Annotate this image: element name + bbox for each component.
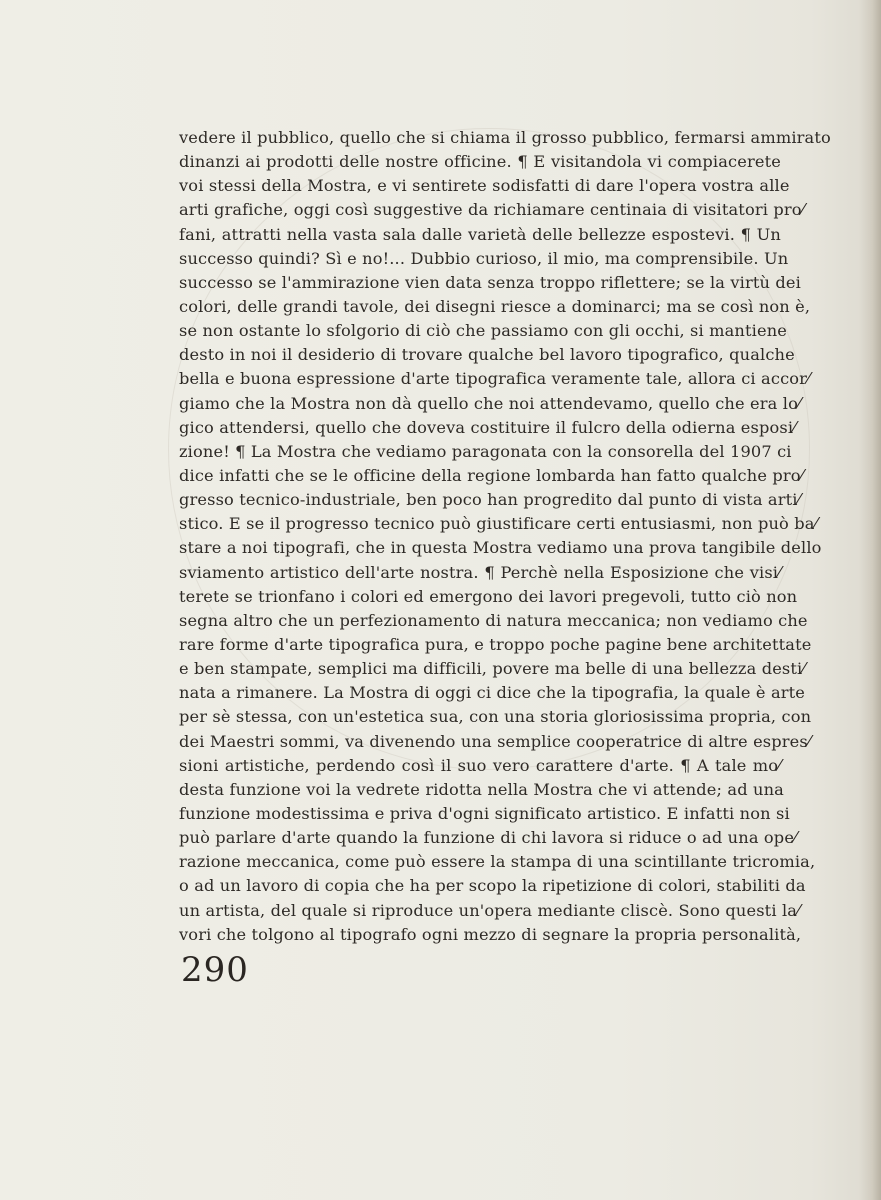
text-line: gresso tecnico-industriale, ben poco han progredito dal punto di vista arti⁄ — [179, 490, 801, 510]
text-line: dei Maestri sommi, va divenendo una semplice cooperatrice di altre espres⁄ — [179, 731, 811, 751]
text-line: dinanzi ai prodotti delle nostre officine. ¶ E visitandola vi compiacerete — [179, 152, 781, 172]
text-line: voi stessi della Mostra, e vi sentirete sodisfatti di dare l'opera vostra alle — [179, 176, 790, 196]
text-line: colori, delle grandi tavole, dei disegni riesce a dominarci; ma se così non è, — [179, 296, 811, 316]
text-line: sioni artistiche, perdendo così il suo vero carattere d'arte. ¶ A tale mo⁄ — [179, 755, 781, 775]
text-line: per sè stessa, con un'estetica sua, con una storia gloriosissima propria, con — [179, 707, 812, 727]
text-line: fani, attratti nella vasta sala dalle varietà delle bellezze espostevi. ¶ Un — [179, 224, 781, 244]
text-line: gico attendersi, quello che doveva costituire il fulcro della odierna esposi⁄ — [179, 417, 797, 437]
text-line: sviamento artistico dell'arte nostra. ¶ Perchè nella Esposizione che visi⁄ — [179, 562, 781, 582]
text-line: dice infatti che se le officine della regione lombarda han fatto qualche pro⁄ — [179, 465, 804, 485]
text-line: giamo che la Mostra non dà quello che noi attendevamo, quello che era lo⁄ — [179, 393, 801, 413]
text-line: desto in noi il desiderio di trovare qualche bel lavoro tipografico, qualche — [179, 345, 795, 365]
text-line: stare a noi tipografi, che in questa Mostra vediamo una prova tangibile dello — [179, 538, 822, 558]
text-line: stico. E se il progresso tecnico può giustificare certi entusiasmi, non può ba⁄ — [179, 514, 818, 534]
text-line: desta funzione voi la vedrete ridotta nella Mostra che vi attende; ad una — [179, 779, 784, 799]
text-line: e ben stampate, semplici ma difficili, povere ma belle di una bellezza desti⁄ — [179, 659, 806, 679]
text-line: funzione modestissima e priva d'ogni significato artistico. E infatti non si — [179, 803, 790, 823]
text-line: rare forme d'arte tipografica pura, e troppo poche pagine bene architettate — [179, 634, 812, 654]
text-line: segna altro che un perfezionamento di natura meccanica; non vediamo che — [179, 610, 808, 630]
text-line: successo se l'ammirazione vien data senza troppo riflettere; se la virtù dei — [179, 272, 801, 292]
text-line: zione! ¶ La Mostra che vediamo paragonata con la consorella del 1907 ci — [179, 441, 792, 461]
text-line: vori che tolgono al tipografo ogni mezzo di segnare la propria personalità, — [179, 924, 802, 944]
page-edge-shadow — [859, 0, 881, 1200]
text-line: successo quindi? Sì e no!... Dubbio curioso, il mio, ma comprensibile. Un — [179, 248, 789, 268]
body-text — [179, 126, 831, 947]
text-line: razione meccanica, come può essere la stampa di una scintillante tricromia, — [179, 852, 816, 872]
text-line: arti grafiche, oggi così suggestive da richiamare centinaia di visitatori pro⁄ — [179, 200, 805, 220]
text-line: un artista, del quale si riproduce un'opera mediante cliscè. Sono questi la⁄ — [179, 900, 800, 920]
text-line: vedere il pubblico, quello che si chiama il grosso pubblico, fermarsi ammirato — [179, 128, 831, 147]
page-number: 290 — [181, 950, 249, 990]
text-line: bella e buona espressione d'arte tipografica veramente tale, allora ci accor⁄ — [179, 369, 810, 389]
text-line: o ad un lavoro di copia che ha per scopo la ripetizione di colori, stabiliti da — [179, 876, 806, 896]
text-line: nata a rimanere. La Mostra di oggi ci dice che la tipografia, la quale è arte — [179, 683, 806, 703]
text-line: terete se trionfano i colori ed emergono dei lavori pregevoli, tutto ciò non — [179, 586, 798, 606]
text-line: se non ostante lo sfolgorio di ciò che passiamo con gli occhi, si mantiene — [179, 321, 788, 341]
text-line: può parlare d'arte quando la funzione di chi lavora si riduce o ad una ope⁄ — [179, 828, 797, 848]
